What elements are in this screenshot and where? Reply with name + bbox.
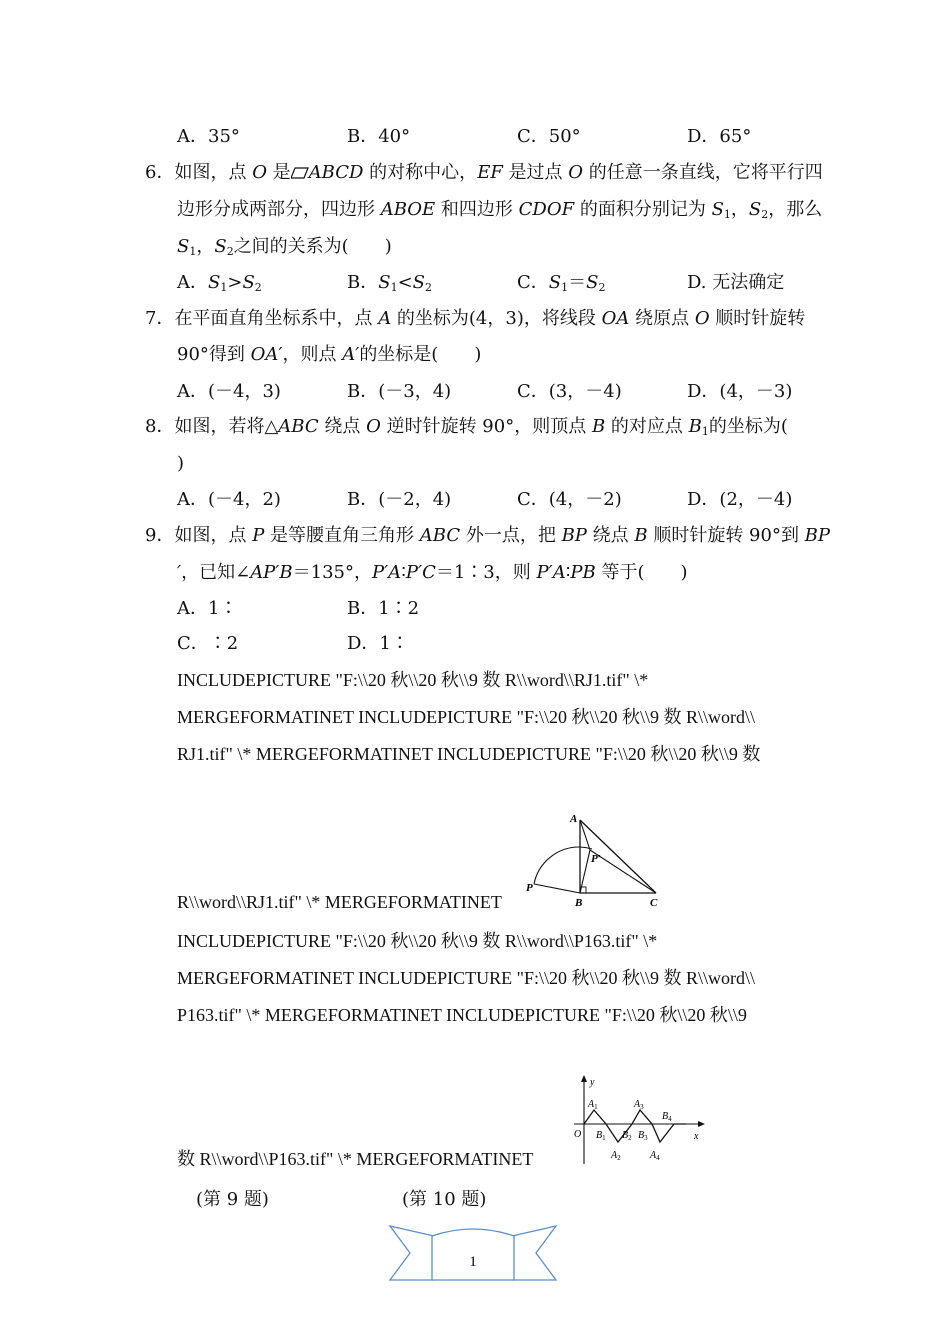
- q8-line2: ): [177, 453, 185, 474]
- fig9-label-p: P: [526, 882, 533, 894]
- q7-option-d: D．(4，－3): [687, 381, 793, 402]
- fig10-label-b4: $B_4$: [662, 1111, 672, 1123]
- q7-option-a: A．(－4，3): [177, 381, 281, 402]
- field-code-1-line1: INCLUDEPICTURE "F:\\20 秋\\20 秋\\9 数 R\\word\\RJ1.tif" \*: [177, 670, 649, 690]
- fig9-label-c: C: [650, 897, 658, 909]
- field-code-2-line2: MERGEFORMATINET INCLUDEPICTURE "F:\\20 秋\\20 秋\\9 数 R\\word\\: [177, 968, 756, 988]
- page-number-ribbon: [388, 1222, 558, 1286]
- q9-option-a: A．1∶: [177, 598, 238, 619]
- parallelogram-icon: [291, 167, 309, 179]
- q7-option-c: C．(3，－4): [517, 381, 622, 402]
- q9-line2: ′，已知∠AP′B＝135°，P′A∶P′C＝1∶3，则 P′A∶PB 等于( ): [177, 562, 688, 583]
- q6-option-a: A．$S_1>S_2$: [177, 272, 262, 294]
- fig10-label-b1: $B_1$: [596, 1130, 606, 1142]
- q6-option-b: B．$S_1<S_2$: [347, 272, 433, 294]
- fig10-label-a1: $A_1$: [588, 1099, 598, 1111]
- field-code-1-line3: RJ1.tif" \* MERGEFORMATINET INCLUDEPICTURE "F:\\20 秋\\20 秋\\9 数: [177, 744, 761, 764]
- q5-option-a: A．35°: [177, 126, 240, 147]
- q8-option-c: C．(4，－2): [517, 489, 622, 510]
- fig10-label-o: O: [574, 1129, 582, 1140]
- field-code-2-line4: 数 R\\word\\P163.tif" \* MERGEFORMATINET: [177, 1149, 534, 1169]
- q8-option-b: B．(－2，4): [347, 489, 452, 510]
- field-code-1-line2: MERGEFORMATINET INCLUDEPICTURE "F:\\20 秋\\20 秋\\9 数 R\\word\\: [177, 707, 756, 727]
- q7-option-b: B．(－3，4): [347, 381, 452, 402]
- q8-line1: 8．如图，若将△ABC 绕点 O 逆时针旋转 90°，则顶点 B 的对应点 $B_1$的坐标为(: [145, 416, 788, 438]
- q6-option-c: C．$S_1=S_2$: [517, 272, 606, 294]
- q9-option-b: B．1∶2: [347, 598, 420, 619]
- fig10-label-a4: $A_4$: [650, 1150, 660, 1162]
- q5-option-c: C．50°: [517, 126, 581, 147]
- q6-line3: $S_1$，$S_2$之间的关系为( ): [177, 236, 392, 258]
- q6-line1: 6．如图，点 O 是 ABCD 的对称中心，EF 是过点 O 的任意一条直线，它将平行四: [145, 162, 823, 183]
- field-code-2-line1: INCLUDEPICTURE "F:\\20 秋\\20 秋\\9 数 R\\word\\P163.tif" \*: [177, 931, 658, 951]
- fig9-label-b: B: [575, 897, 583, 909]
- q6-line2: 边形分成两部分，四边形 ABOE 和四边形 CDOF 的面积分别记为 $S_1$，$S_2$，那么: [177, 199, 823, 221]
- caption-figure-9: (第 9 题): [196, 1189, 269, 1210]
- fig10-label-a2: $A_2$: [611, 1150, 621, 1162]
- q7-line2: 90°得到 OA′，则点 A′的坐标是( ): [177, 344, 482, 365]
- fig10-label-x: x: [694, 1131, 699, 1142]
- fig10-label-y: y: [590, 1077, 595, 1088]
- fig10-label-b2: $B_2$: [622, 1130, 632, 1142]
- fig9-label-a: A: [570, 813, 578, 825]
- q6-option-d: D. 无法确定: [687, 272, 785, 293]
- caption-figure-10: (第 10 题): [402, 1189, 487, 1210]
- q5-option-d: D．65°: [687, 126, 752, 147]
- fig9-label-p-prime: P′: [591, 853, 601, 865]
- fig10-label-a3: $A_3$: [634, 1099, 644, 1111]
- field-code-1-line4: R\\word\\RJ1.tif" \* MERGEFORMATINET: [177, 892, 502, 912]
- q9-line1: 9．如图，点 P 是等腰直角三角形 ABC 外一点，把 BP 绕点 B 顺时针旋转 90°到 BP: [145, 525, 831, 546]
- fig10-label-b3: $B_3$: [638, 1130, 648, 1142]
- figure-10-zigzag: [560, 1072, 710, 1168]
- figure-9-triangle: [520, 808, 670, 912]
- field-code-2-line3: P163.tif" \* MERGEFORMATINET INCLUDEPICTURE "F:\\20 秋\\20 秋\\9: [177, 1005, 747, 1025]
- q7-line1: 7．在平面直角坐标系中，点 A 的坐标为(4，3)，将线段 OA 绕原点 O 顺时针旋转: [145, 308, 806, 329]
- q8-option-a: A．(－4，2): [177, 489, 281, 510]
- q8-option-d: D．(2，－4): [687, 489, 793, 510]
- q9-option-c: C．∶2: [177, 633, 239, 654]
- q5-option-b: B．40°: [347, 126, 411, 147]
- page-number: 1: [469, 1254, 477, 1270]
- q9-option-d: D．1∶: [347, 633, 409, 654]
